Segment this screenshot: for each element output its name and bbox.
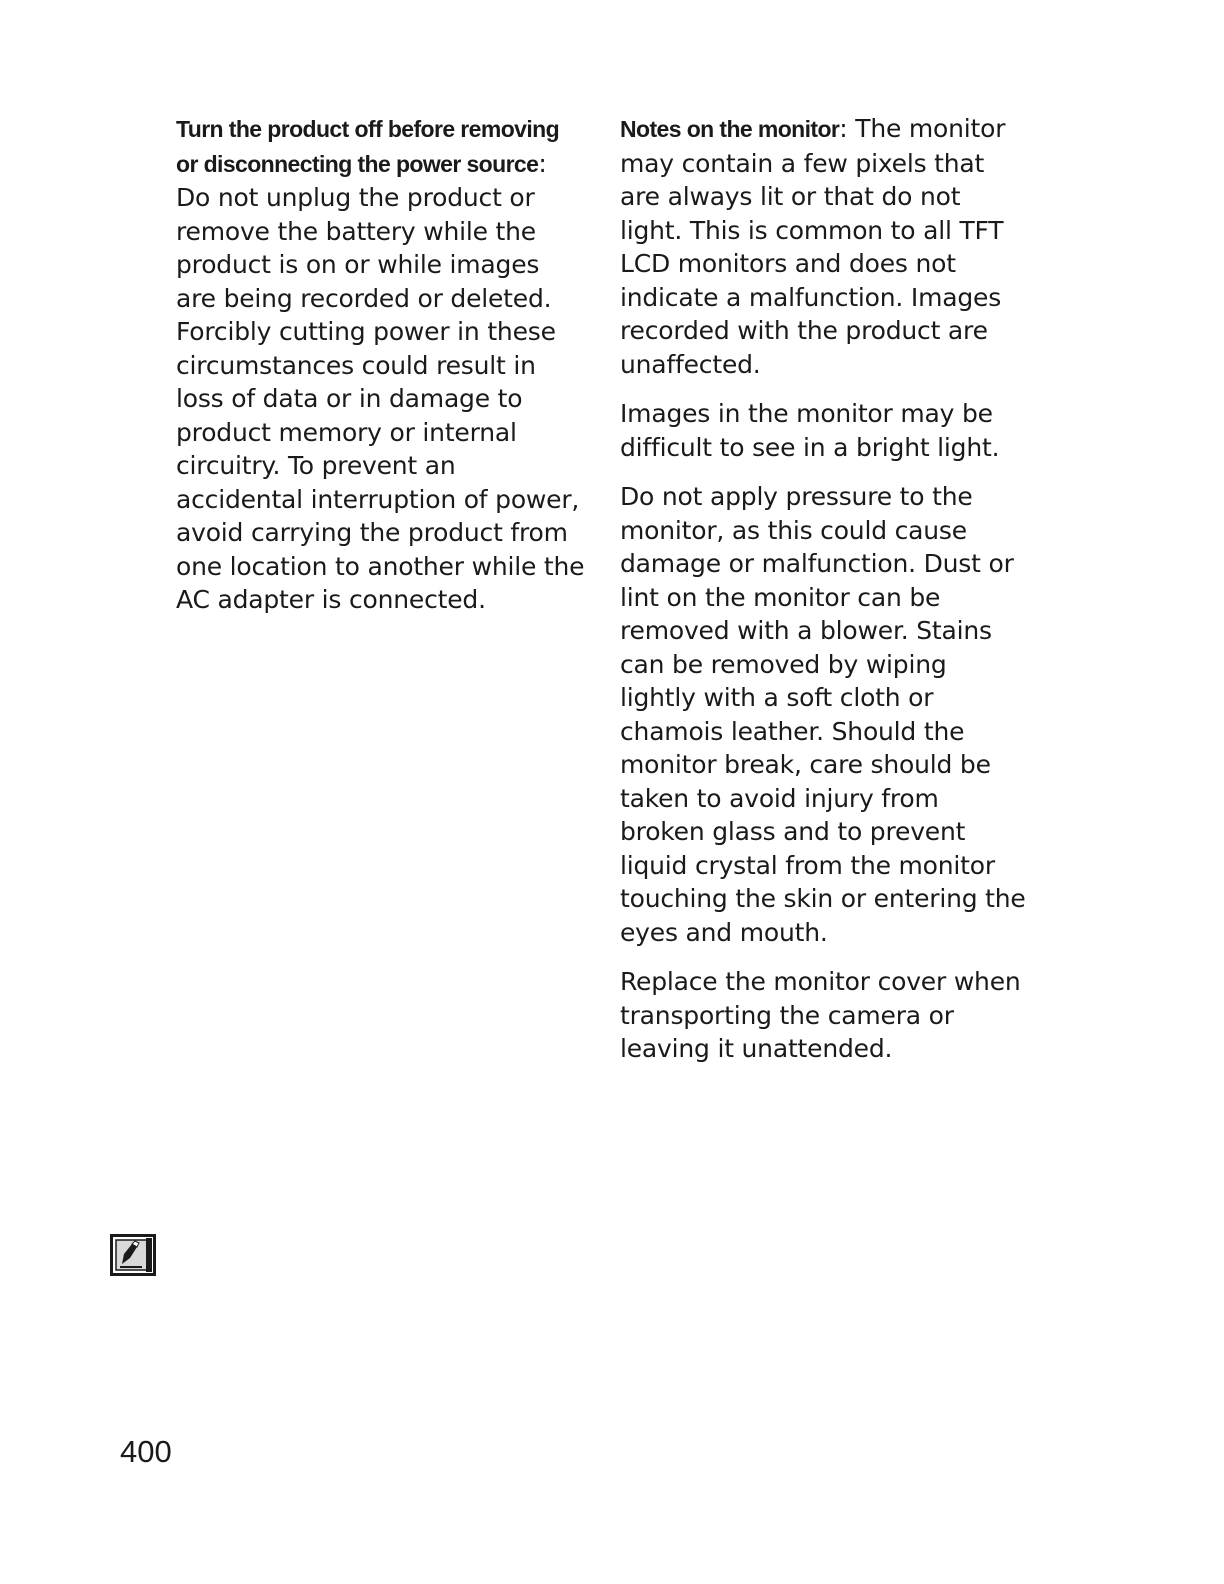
left-column: [176, 112, 586, 633]
monitor-cover-paragraph: Replace the monitor cover when transporting the camera or leaving it unattended.: [620, 967, 1021, 1063]
right-column: [620, 112, 1030, 1082]
page-number: 400: [120, 1434, 172, 1469]
monitor-notes-text: : The monitor may contain a few pixels that are always lit or that do not light. This is common to all TFT LCD monitors and does not indicate a malfunction. Images recorded with the product are unaffected.: [620, 114, 1006, 379]
pressure-paragraph: Do not apply pressure to the monitor, as this could cause damage or malfunction. Dust or lint on the monitor can be removed with a blower. Stains can be removed by wiping lightly with a soft cloth or chamois leather. Should the monitor break, care should be taken to avoid injury from broken glass and to prevent liquid crystal from the monitor touching the skin or entering the eyes and mouth.: [620, 482, 1026, 947]
power-source-paragraph: [176, 112, 586, 617]
technical-notes-icon: [110, 1234, 156, 1276]
monitor-notes-paragraph: [620, 112, 1030, 381]
monitor-notes-heading: Notes on the monitor: [620, 116, 840, 142]
power-source-text: : Do not unplug the product or remove the battery while the product is on or while images are being recorded or deleted. Forcibly cutting power in these circumstances could result in loss of data or in damage to product memory or internal circuitry. To prevent an accidental interruption of power, avoid carrying the product from one location to another while the AC adapter is connected.: [176, 148, 585, 614]
bright-light-paragraph: Images in the monitor may be difficult to see in a bright light.: [620, 399, 1000, 462]
power-source-heading: Turn the product off before removing or disconnecting the power source: [176, 116, 560, 177]
